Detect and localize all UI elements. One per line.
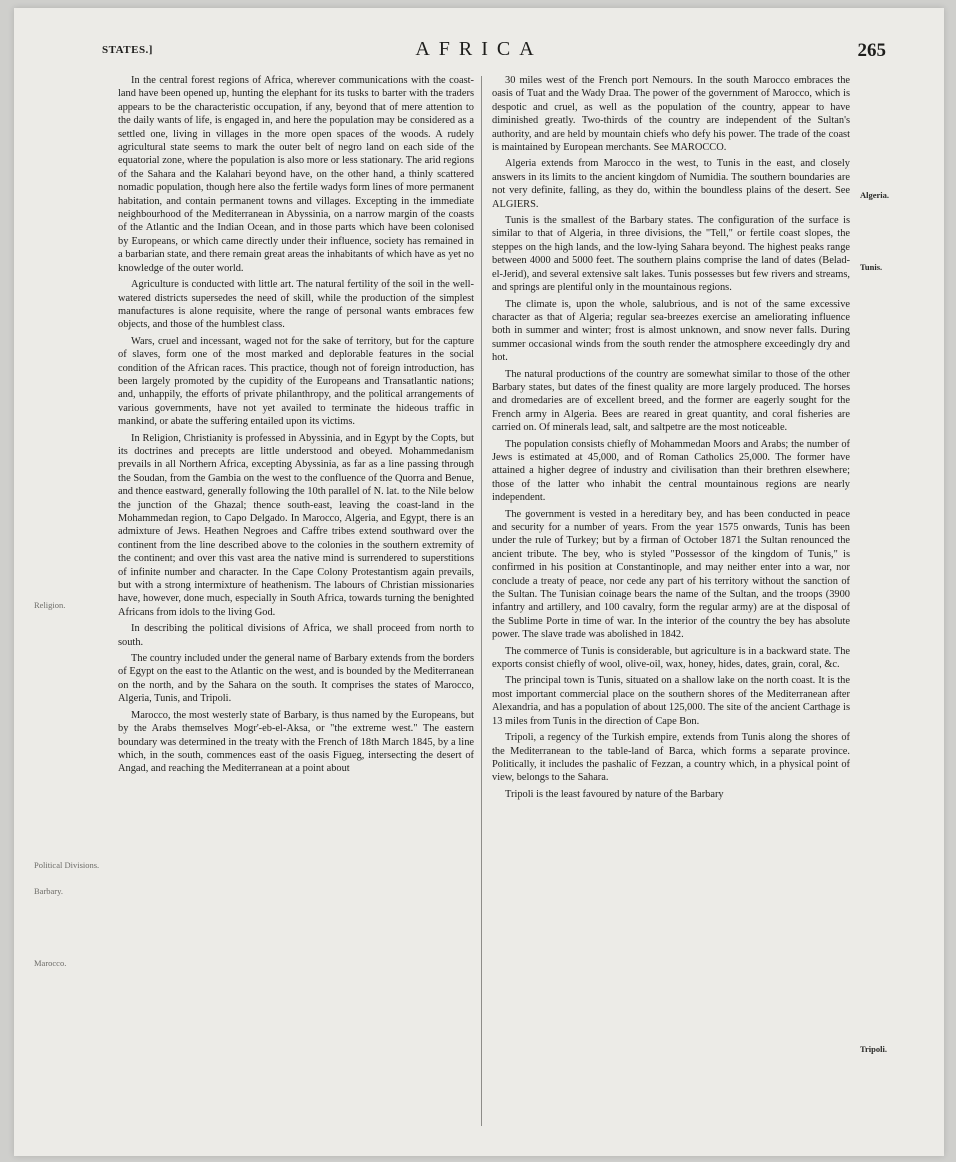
paragraph: The commerce of Tunis is considerable, but agriculture is in a backward state. The exports consist chiefly of wool, olive-oil, wax, honey, hides, dates, grain, coral, &c. [492, 645, 850, 671]
margin-note-barbary: Barbary. [34, 886, 63, 896]
paragraph: Marocco, the most westerly state of Barbary, is thus named by the Europeans, but by the Arabs themselves Mogr'-eb-el-Aksa, or "the extreme west." The eastern boundary was determined in the treaty with the French of 18th March 1845, by a line which, in the south, commences east of the oasis Figueg, intersecting the desert of Angad, and reaching the Mediterranean at a point about [118, 709, 474, 775]
paragraph: Tripoli, a regency of the Turkish empire, extends from Tunis along the shores of the Mediterranean to the table-land of Barca, which forms a separate province. Politically, it includes the pashalic of Fezzan, a country which, in a physical point of view, belongs to the Sahara. [492, 732, 850, 784]
paragraph: The country included under the general name of Barbary extends from the borders of Egypt on the east to the Atlantic on the west, and is bounded by the Mediterranean on the north, and by the Sahara on the south. It comprises the states of Marocco, Algeria, Tunis, and Tripoli. [118, 653, 474, 705]
margin-note-marocco: Marocco. [34, 958, 67, 968]
left-column [118, 74, 474, 779]
paragraph: Tunis is the smallest of the Barbary states. The configuration of the surface is similar to that of Algeria, in three divisions, the "Tell," or fertile coast slopes, the steppes on the high lands, and the low-lying Sahara beyond. The highest peaks range between 4000 and 5000 feet. The southern plains comprise the land of dates (Belad-el-Jerid), and several extensive salt lakes. Tunis possesses but few rivers and streams, and springs are plentiful only in the mountainous regions. [492, 215, 850, 294]
paragraph: The principal town is Tunis, situated on a shallow lake on the north coast. It is the most important commercial place on the southern shores of the Mediterranean after Alexandria, and has a population of about 125,000. The site of the ancient Carthage is 13 miles from Tunis in the direction of Cape Bon. [492, 675, 850, 727]
paragraph: Algeria extends from Marocco in the west, to Tunis in the east, and closely answers in its limits to the ancient kingdom of Numidia. The southern boundaries are not very definite, falling, as they do, within the boundless plains of the desert. See ALGIERS. [492, 158, 850, 210]
paragraph: The population consists chiefly of Mohammedan Moors and Arabs; the number of Jews is estimated at 45,000, and of Roman Catholics 25,000. The former have attained a higher degree of industry and civilisation than their brethren elsewhere; those of the latter who inhabit the central mountainous regions are nearly independent. [492, 438, 850, 504]
margin-note-tripoli: Tripoli. [860, 1044, 887, 1054]
paragraph: Wars, cruel and incessant, waged not for the sake of territory, but for the capture of slaves, form one of the most marked and deplorable features in the social condition of the African races. This practice, though not of foreign introduction, has been largely promoted by the cupidity of the Europeans and Transatlantic nations; and, unhappily, the efforts of private philanthropy, and the political arrangements of various governments, have not yet availed to terminate the hideous traffic in mankind, or abate the suffering entailed upon its victims. [118, 335, 474, 428]
column-divider [481, 76, 482, 1126]
page-title: AFRICA [415, 38, 543, 60]
running-header-left: STATES.] [102, 44, 153, 56]
right-column [492, 74, 850, 804]
paragraph: The government is vested in a hereditary bey, and has been conducted in peace and security for a number of years. From the year 1575 onwards, Tunis has been under the rule of Turkey; but by a firman of October 1871 the Sultan renounced the ancient tribute. The bey, who is styled "Possessor of the kingdom of Tunis," is confirmed in his position at Constantinople, and may neither enter into a war, nor conclude a treaty of peace, nor cede any part of his territory without the sanction of the Sultan. The Tunisian coinage bears the name of the Sultan, and the troops (3900 infantry and artillery, and 100 cavalry, form the regular army) are at the disposal of the Sublime Porte in time of war. In the interior of the country the bey has absolute power. The slave trade was abolished in 1842. [492, 508, 850, 641]
paragraph: In Religion, Christianity is professed in Abyssinia, and in Egypt by the Copts, but its doctrines and precepts are little understood and obeyed. Mohammedanism prevails in all Northern Africa, excepting Abyssinia, as far as a line passing through the Soudan, from the Gambia on the west to the confluence of the Quorra and Benue, and thence eastward, generally following the 10th parallel of N. lat. to the Nile below the junction of the Ghazal; thence south-east, leaving the coast-land in the Mohammedan region, to Capo Delgado. In Marocco, Algeria, and Egypt, there is an admixture of Jews. Heathen Negroes and Caffre tribes extend southward over the continent from the line described above to the colonies in the southern extremity of the continent; and over this vast area the native mind is surrendered to superstitions of infinite number and character. In the Cape Colony Protestantism again prevails, but with a strong intermixture of heathenism. The labours of Christian missionaries have, however, done much, especially in South Africa, towards turning the benighted Africans from idols to the living God. [118, 432, 474, 618]
paragraph: Agriculture is conducted with little art. The natural fertility of the soil in the well-watered districts supersedes the need of skill, while the production of the simplest manufactures is alone requisite, where the range of personal wants embraces few objects, and those of the humblest class. [118, 279, 474, 331]
book-page [14, 8, 944, 1156]
paragraph: The climate is, upon the whole, salubrious, and is not of the same excessive character as that of Algeria; regular sea-breezes exercise an ameliorating influence both in summer and winter; frost is almost unknown, and snow never falls. During summer occasional winds from the south render the atmosphere exceedingly dry and hot. [492, 298, 850, 364]
margin-note-algeria: Algeria. [860, 190, 890, 200]
paragraph: In describing the political divisions of Africa, we shall proceed from north to south. [118, 623, 474, 648]
paragraph: 30 miles west of the French port Nemours. In the south Marocco embraces the oasis of Tuat and the Wady Draa. The power of the government of Marocco, which is despotic and cruel, as well as the population of the country, appear to have diminished greatly. Two-thirds of the country are independent of the Sultan's authority, and are held by mountain chiefs who defy his power. The trade of the coast is maintained by European merchants. See MAROCCO. [492, 75, 850, 154]
paragraph: In the central forest regions of Africa, wherever communications with the coast-land have been opened up, hunting the elephant for its tusks to barter with the traders appears to be the characteristic occupation, if any, beyond that of mere attention to the daily wants of life, is engaged in, and here the population may be considered as a settled one, living in villages in the more open spaces of the woods. A rudely agricultural state seems to mark the outer belt of negro land on each side of the equatorial zone, where the population is also more or less stationary. The arid regions of the Sahara and the Kalahari beyond have, on the other hand, a thinly scattered nomadic population, though here also the fertile wadys form lines of more permanent habitation, and contain permanent towns and villages. Excepting in the immediate neighbourhood of the Mediterranean in Abyssinia, on a narrow margin of the coasts of the Atlantic and the Indian Ocean, and in those parts which have been colonised by Europeans, or which came directly under their influence, society has remained in a barbarian state, and there remain great areas the inhabitants of which have as yet no knowledge of the outer world. [118, 75, 474, 274]
margin-note-religion: Religion. [34, 600, 66, 610]
paragraph: The natural productions of the country are somewhat similar to those of the other Barbary states, but dates of the finest quality are more largely produced. The horses and dromedaries are of excellent breed, and the former are eagerly sought for the French army in Algeria. Bees are reared in great quantity, and coral fisheries are carried on. Of minerals lead, salt, and saltpetre are the most noticeable. [492, 368, 850, 434]
margin-note-tunis: Tunis. [860, 262, 883, 272]
margin-note-political: Political Divisions. [34, 860, 100, 870]
page-number: 265 [857, 40, 886, 61]
paragraph: Tripoli is the least favoured by nature of the Barbary [505, 788, 724, 800]
